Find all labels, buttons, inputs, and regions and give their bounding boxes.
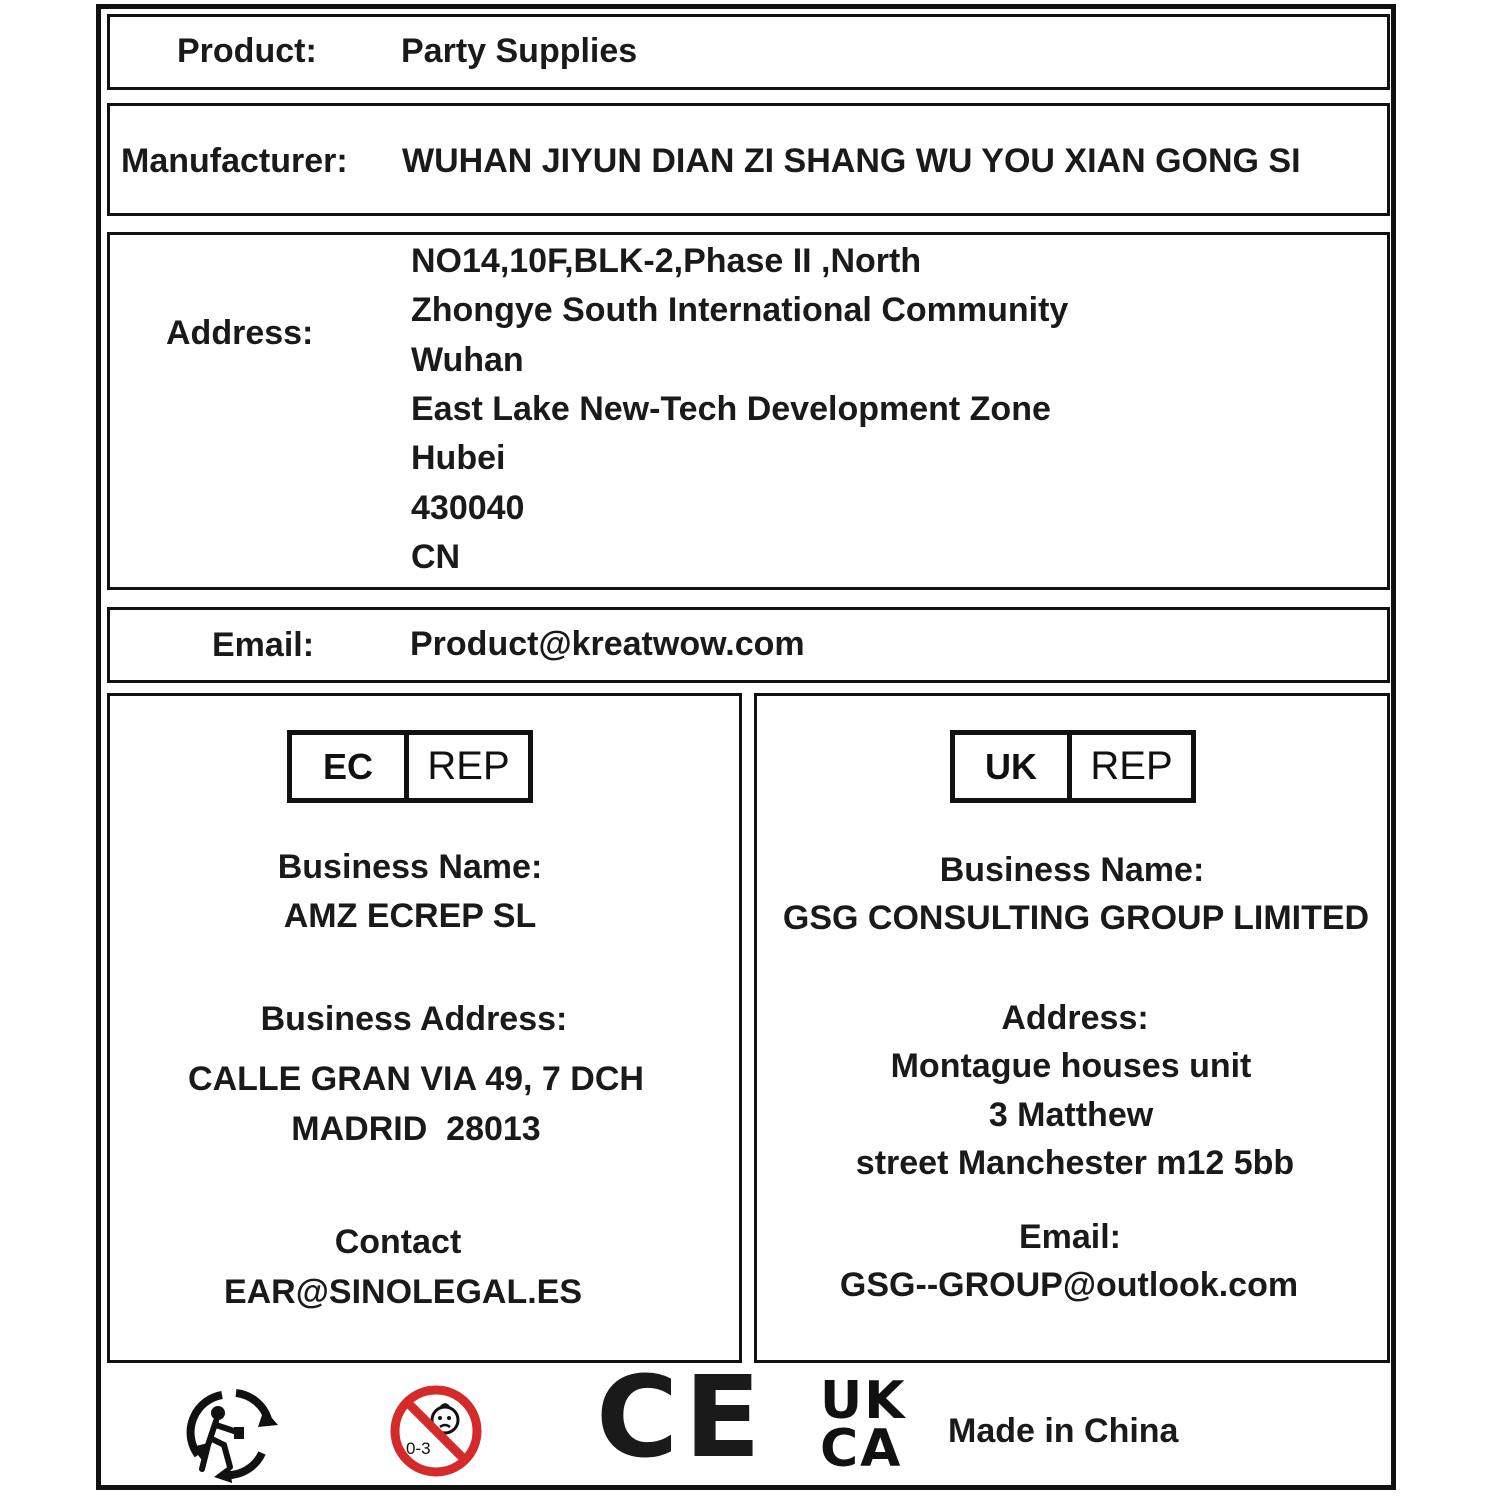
ec-contact-label: Contact <box>334 1223 462 1261</box>
uk-address-line: street Manchester m12 5bb <box>855 1144 1295 1182</box>
uk-badge-left: UK <box>955 735 1072 798</box>
uk-business-name: GSG CONSULTING GROUP LIMITED <box>782 899 1370 937</box>
no-children-0-3-icon <box>389 1384 483 1478</box>
ec-badge-left: EC <box>292 735 409 798</box>
ec-business-address-label: Business Address: <box>260 1000 568 1038</box>
uk-address-line: 3 Matthew <box>988 1096 1154 1134</box>
address-line: NO14,10F,BLK-2,Phase II ,North <box>411 242 922 280</box>
child-face-icon <box>389 1384 483 1478</box>
ec-contact-email: EAR@SINOLEGAL.ES <box>223 1273 583 1311</box>
address-line: East Lake New-Tech Development Zone <box>411 390 1051 428</box>
address-label: Address: <box>166 314 314 352</box>
ec-badge-right: REP <box>427 744 510 788</box>
manufacturer-value: WUHAN JIYUN DIAN ZI SHANG WU YOU XIAN GONG SI <box>402 142 1301 180</box>
ec-rep-badge <box>287 730 533 803</box>
ukca-top-text: UK <box>820 1371 907 1431</box>
address-line: 430040 <box>411 489 525 527</box>
product-label: Product: <box>177 32 317 70</box>
uk-address-line: Montague houses unit <box>890 1047 1252 1085</box>
ec-address-line: CALLE GRAN VIA 49, 7 DCH <box>188 1060 644 1098</box>
uk-badge-right: REP <box>1090 744 1173 788</box>
ukca-bottom-text: CA <box>820 1419 903 1479</box>
made-in-china-text: Made in China <box>948 1412 1179 1450</box>
uk-business-name-label: Business Name: <box>939 851 1205 889</box>
ce-mark-icon: CE <box>596 1353 767 1483</box>
address-line: Wuhan <box>411 341 524 379</box>
recycle-person-icon <box>178 1383 282 1483</box>
address-line: Hubei <box>411 439 506 477</box>
ec-business-name-label: Business Name: <box>277 848 543 886</box>
product-value: Party Supplies <box>401 32 638 70</box>
ec-business-name: AMZ ECREP SL <box>283 897 537 935</box>
manufacturer-label: Manufacturer: <box>121 142 348 180</box>
address-line: CN <box>411 538 461 576</box>
uk-email-label: Email: <box>1018 1218 1122 1256</box>
uk-rep-badge <box>950 730 1196 803</box>
address-line: Zhongye South International Community <box>411 291 1069 329</box>
ec-address-line: MADRID 28013 <box>291 1110 541 1148</box>
email-label: Email: <box>212 626 315 664</box>
uk-address-label: Address: <box>1001 999 1149 1037</box>
uk-email: GSG--GROUP@outlook.com <box>839 1266 1299 1304</box>
email-value: Product@kreatwow.com <box>410 625 805 663</box>
age-warning-text: 0-3 <box>406 1439 431 1458</box>
ukca-mark-icon <box>820 1371 916 1479</box>
